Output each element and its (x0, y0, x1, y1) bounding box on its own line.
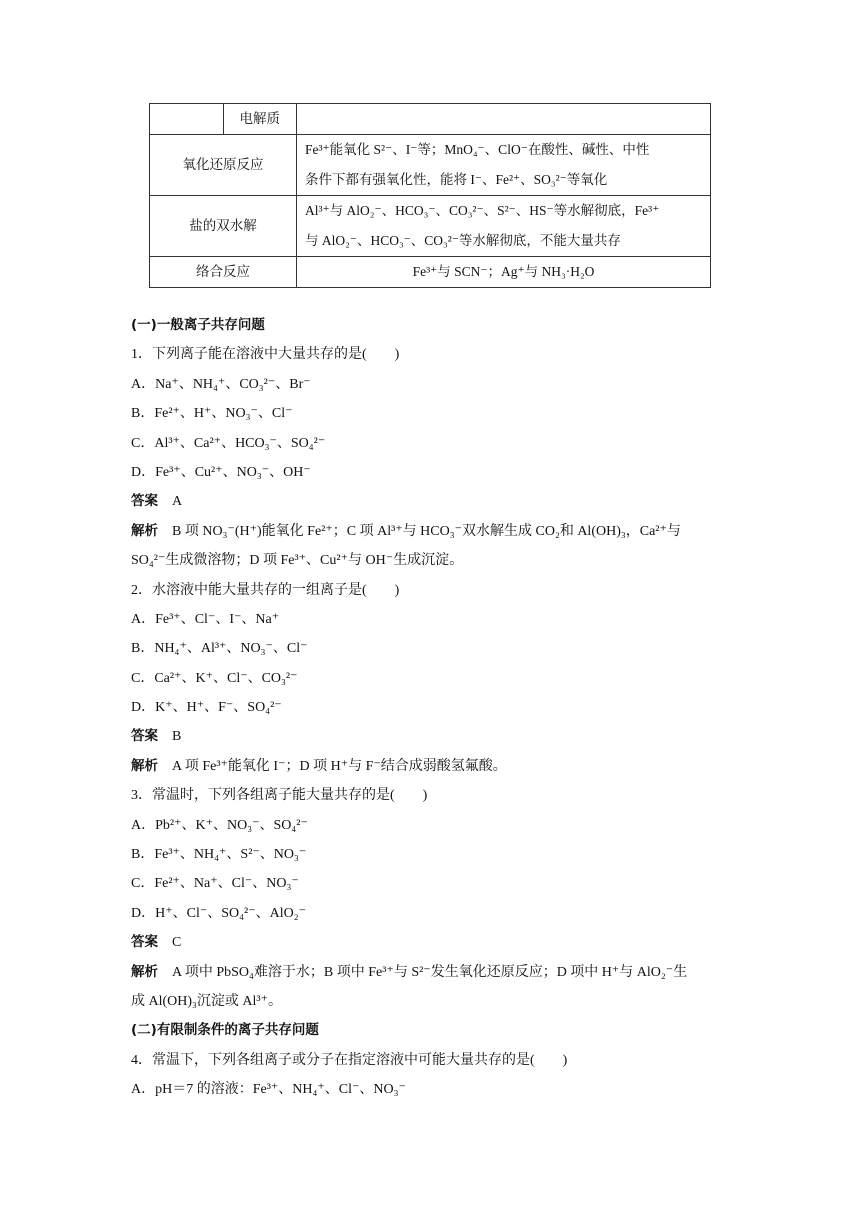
answer-line (131, 487, 731, 516)
answer-line (131, 517, 731, 546)
reaction-table (149, 103, 711, 288)
answer-line (131, 752, 731, 781)
text-line: SO₄²⁻生成微溶物；D 项 Fe³⁺、Cu²⁺与 OH⁻生成沉淀。 (131, 553, 464, 569)
table-value-line: 条件下都有强氧化性，能将 I⁻、Fe²⁺、SO₃²⁻等氧化 (305, 172, 608, 187)
answer-text: A 项 Fe³⁺能氧化 I⁻；D 项 H⁺与 F⁻结合成弱酸氢氟酸。 (172, 758, 507, 774)
text-line: D．K⁺、H⁺、F⁻、SO₄²⁻ (131, 700, 282, 716)
table-value-line: Fe³⁺能氧化 S²⁻、I⁻等；MnO₄⁻、ClO⁻在酸性、碱性、中性 (305, 142, 650, 157)
text-line: 成 Al(OH)₃沉淀或 Al³⁺。 (131, 993, 283, 1009)
answer-text: B 项 NO₃⁻(H⁺)能氧化 Fe²⁺；C 项 Al³⁺与 HCO₃⁻双水解生成 CO₂和 Al(OH)₃，Ca²⁺与 (172, 523, 681, 539)
answer-label: 解析 (131, 963, 158, 980)
answer-label: 答案 (131, 493, 158, 510)
table-row (150, 196, 711, 257)
table-value-line: 与 AlO₂⁻、HCO₃⁻、CO₃²⁻等水解彻底，不能大量共存 (305, 233, 621, 248)
text-line: A．Na⁺、NH₄⁺、CO₃²⁻、Br⁻ (131, 376, 311, 392)
table-value (297, 135, 711, 196)
answer-line (131, 928, 731, 957)
text-line: A．Fe³⁺、Cl⁻、I⁻、Na⁺ (131, 611, 280, 627)
table-key: 氧化还原反应 (150, 135, 297, 196)
text-line: B．Fe²⁺、H⁺、NO₃⁻、Cl⁻ (131, 406, 293, 422)
answer-text: A 项中 PbSO₄难溶于水；B 项中 Fe³⁺与 S²⁻发生氧化还原反应；D 项中 H⁺与 AlO₂⁻生 (172, 964, 688, 980)
table-value (297, 104, 711, 135)
question-content (131, 311, 731, 1105)
answer-line (131, 722, 731, 751)
text-line: A．pH＝7 的溶液：Fe³⁺、NH₄⁺、Cl⁻、NO₃⁻ (131, 1082, 406, 1098)
answer-text: A (172, 494, 183, 510)
table-value-line: Al³⁺与 AlO₂⁻、HCO₃⁻、CO₃²⁻、S²⁻、HS⁻等水解彻底，Fe³⁺ (305, 203, 660, 218)
text-line: 1．下列离子能在溶液中大量共存的是( ) (131, 347, 400, 363)
table-key-cell (150, 104, 297, 135)
answer-label: 解析 (131, 757, 158, 774)
text-line: C．Ca²⁺、K⁺、Cl⁻、CO₃²⁻ (131, 670, 298, 686)
text-line: C．Fe²⁺、Na⁺、Cl⁻、NO₃⁻ (131, 876, 299, 892)
text-line: C．Al³⁺、Ca²⁺、HCO₃⁻、SO₄²⁻ (131, 435, 326, 451)
section-heading: (一)一般离子共存问题 (131, 317, 265, 333)
table-key: 络合反应 (150, 257, 297, 288)
text-line: 2．水溶液中能大量共存的一组离子是( ) (131, 582, 400, 598)
answer-line (131, 958, 731, 987)
answer-text: C (172, 935, 182, 951)
text-line: D．H⁺、Cl⁻、SO₄²⁻、AlO₂⁻ (131, 905, 306, 921)
table-row (150, 257, 711, 288)
text-line: D．Fe³⁺、Cu²⁺、NO₃⁻、OH⁻ (131, 464, 311, 480)
answer-label: 答案 (131, 728, 158, 745)
answer-label: 答案 (131, 934, 158, 951)
table-key: 电解质 (239, 111, 280, 126)
table-row (150, 135, 711, 196)
text-line: B．Fe³⁺、NH₄⁺、S²⁻、NO₃⁻ (131, 847, 307, 863)
table-value: Fe³⁺与 SCN⁻；Ag⁺与 NH₃·H₂O (297, 257, 711, 288)
section-heading: (二)有限制条件的离子共存问题 (131, 1022, 319, 1039)
table-row (150, 104, 711, 135)
answer-label: 解析 (131, 522, 158, 539)
table-key: 盐的双水解 (150, 196, 297, 257)
table-value (297, 196, 711, 257)
text-line: 4．常温下，下列各组离子或分子在指定溶液中可能大量共存的是( ) (131, 1052, 568, 1068)
text-line: A．Pb²⁺、K⁺、NO₃⁻、SO₄²⁻ (131, 817, 308, 833)
text-line: B．NH₄⁺、Al³⁺、NO₃⁻、Cl⁻ (131, 641, 308, 657)
answer-text: B (172, 729, 182, 745)
text-line: 3．常温时，下列各组离子能大量共存的是( ) (131, 788, 428, 804)
